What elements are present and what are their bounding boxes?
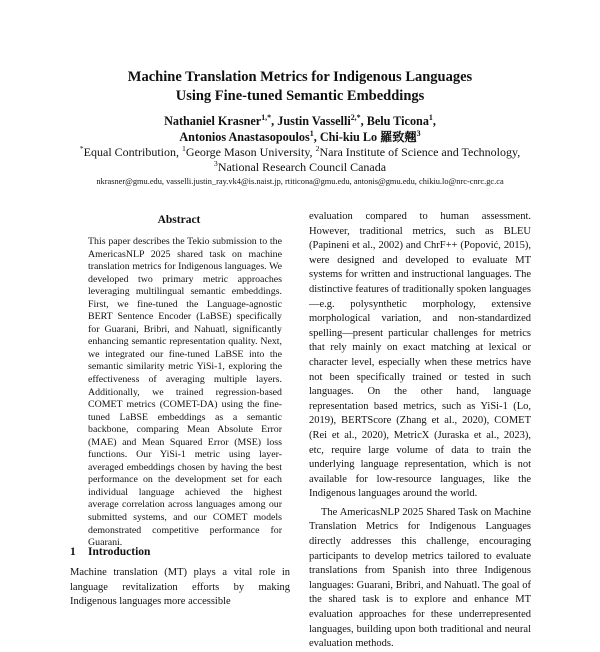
title-line-1: Machine Translation Metrics for Indigenous Languages <box>127 69 473 85</box>
author-name: Antonios Anastasopoulos <box>179 130 310 144</box>
introduction-text: Machine translation (MT) plays a vital role in language revitalization efforts by making Indigenous languages more accessible <box>70 567 290 608</box>
author-emails: nkrasner@gmu.edu, vasselli.justin_ray.vk4@is.naist.jp, rtiticona@gmu.edu, antonis@gmu.edu, chikiu.lo@nrc-cnrc.gc.ca <box>96 177 504 186</box>
abstract-heading: Abstract <box>157 214 201 226</box>
abstract-text: This paper describes the Tekio submission to the AmericasNLP 2025 shared task on machine translation metrics for Indigenous languages. We developed two primary metric approaches leveraging multilingual semantic embeddings. First, we fine-tuned the Language-agnostic BERT Sentence Encoder (LaBSE) specifically for Guarani, Bribri, and Nahuatl, significantly enhancing semantic representation quality. Next, we integrated our fine-tuned LaBSE into the semantic similarity metric YiSi-1, exploring the effectiveness of averaging multiple layers. Additionally, we trained regression-based COMET metrics (COMET-DA) using the fine-tuned LaBSE embeddings as a semantic backbone, comparing Mean Absolute Error (MAE) and Mean Squared Error (MSE) loss functions. Our YiSi-1 metric using layer-averaged embeddings chosen by having the best performance on the development set for each individual language achieved the highest average correlation across languages among our submitted systems, and our COMET models demonstrated competitive performance for Guarani. <box>88 236 282 549</box>
affiliations <box>0 145 600 175</box>
body-paragraph: The AmericasNLP 2025 Shared Task on Machine Translation Metrics for Indigenous Languages directly addresses this challenge, encouraging participants to develop metrics tailored to evaluate translations from Spanish into three Indigenous languages: Guarani, Bribri, and Nahuatl. The goal of the shared task is to explore and enhance MT evaluation approaches for these underrepresented languages, building upon both traditional and neural evaluation methods. <box>309 506 531 650</box>
author-name: Justin Vasselli <box>277 114 351 128</box>
author-name: Belu Ticona <box>366 114 429 128</box>
section-number: 1 <box>70 546 76 558</box>
author-name: Chi-kiu Lo 羅致翹 <box>319 130 417 144</box>
affiliation-line-1: *Equal Contribution, $^1$George Mason University, $^2$Nara Institute of Science and Technology, <box>79 144 521 159</box>
author-affiliation-mark: 1,* <box>261 112 272 122</box>
author-name: Nathaniel Krasner <box>164 114 262 128</box>
author-affiliation-mark: 3 <box>416 128 421 138</box>
title-line-2: Using Fine-tuned Semantic Embeddings <box>175 88 425 104</box>
author-list <box>0 113 600 145</box>
author-line-2: Antonios Anastasopoulos$^1$, Chi-kiu Lo 羅致翹$^3$ <box>179 128 421 144</box>
right-column <box>309 210 531 652</box>
author-line-1: Nathaniel Krasner$^{1,*}$, Justin Vasselli$^{2,*}$, Belu Ticona$^1$, <box>164 112 436 128</box>
author-affiliation-mark: 1 <box>428 112 433 122</box>
affiliation-line-2: $^3$National Research Council Canada <box>213 159 387 174</box>
author-affiliation-mark: 2,* <box>350 112 361 122</box>
author-affiliation-mark: 1 <box>309 128 314 138</box>
section-title: Introduction <box>88 546 151 558</box>
body-paragraph: evaluation compared to human assessment. However, traditional metrics, such as BLEU (Papineni et al., 2002) and ChrF++ (Popović, 2015), were designed and developed to evaluate MT systems for written and instructional languages. The distinctive features of traditionally spoken languages—e.g. polysynthetic morphology, extensive morphological variation, and non-standardized spelling—present particular challenges for metrics that rely mainly on exact matching at lexical or character level, especially when these metrics have not been specifically trained or tested in such languages. On the other hand, language representation based metrics, such as YiSi-1 (Lo, 2019), BERTScore (Zhang et al., 2020), COMET (Rei et al., 2020), MetricX (Juraska et al., 2023), etc, require large volume of data to train the underlying language representation, which is not available for low-resource languages, like the Indigenous languages around the world. <box>309 211 531 500</box>
paper-title <box>0 68 600 106</box>
section-heading-introduction <box>70 545 290 559</box>
